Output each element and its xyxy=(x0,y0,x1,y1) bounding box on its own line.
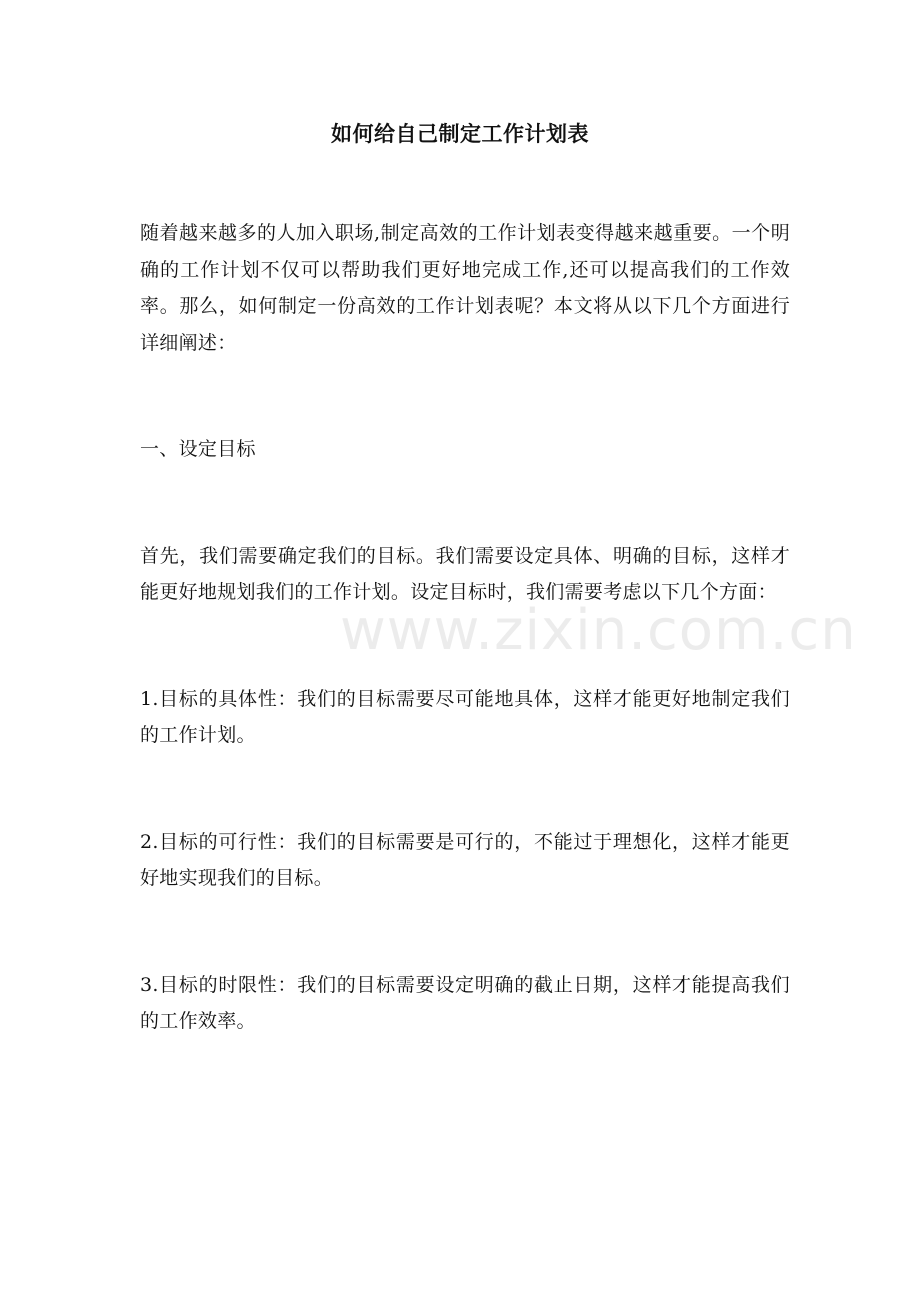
list-item: 3.目标的时限性：我们的目标需要设定明确的截止日期，这样才能提高我们的工作效率。 xyxy=(140,973,790,1032)
section-paragraph: 首先，我们需要确定我们的目标。我们需要设定具体、明确的目标，这样才能更好地规划我们的工作计划。设定目标时，我们需要考虑以下几个方面： xyxy=(140,544,790,603)
document-body xyxy=(140,215,790,1040)
list-item: 1.目标的具体性：我们的目标需要尽可能地具体，这样才能更好地制定我们的工作计划。 xyxy=(140,687,790,746)
intro-paragraph: 随着越来越多的人加入职场,制定高效的工作计划表变得越来越重要。一个明确的工作计划不仅可以帮助我们更好地完成工作,还可以提高我们的工作效率。那么，如何制定一份高效的工作计划表呢？本文将从以下几个方面进行详细阐述： xyxy=(140,222,790,354)
watermark: www.zixin.com.cn xyxy=(340,598,857,663)
document-title: 如何给自己制定工作计划表 xyxy=(331,121,589,146)
list-item: 2.目标的可行性：我们的目标需要是可行的，不能过于理想化，这样才能更好地实现我们的目标。 xyxy=(140,830,790,889)
section-heading: 一、设定目标 xyxy=(140,438,256,460)
